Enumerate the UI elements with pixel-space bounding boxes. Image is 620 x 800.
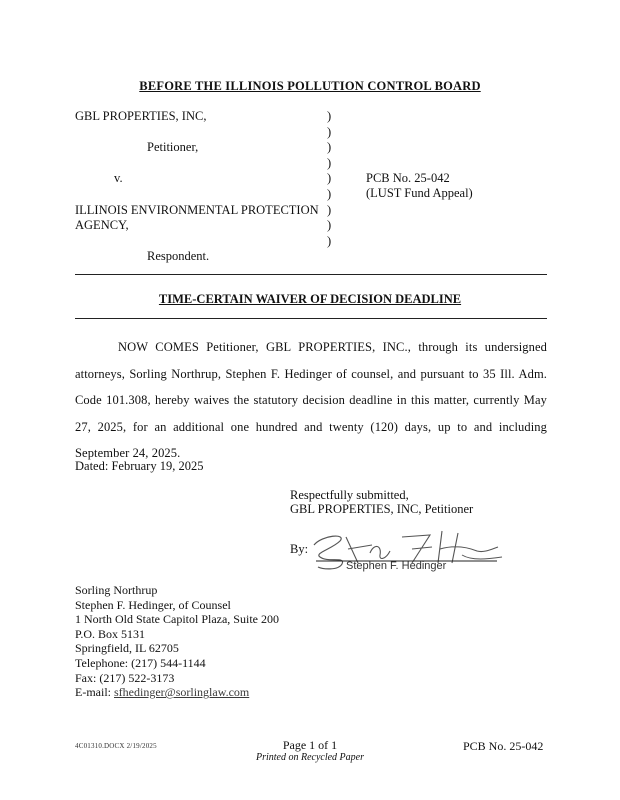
petitioner-name: GBL PROPERTIES, INC, [75,109,207,123]
caption-parenthesis: ) [327,124,332,139]
caption-parenthesis: ) [327,109,332,123]
versus-label: v. [114,171,123,185]
caption-parenthesis: ) [327,218,332,233]
footer-case-number: PCB No. 25-042 [463,739,544,753]
title-divider [75,318,547,319]
section-title: TIME-CERTAIN WAIVER OF DECISION DEADLINE [158,292,462,306]
respondent-name-line1: ILLINOIS ENVIRONMENTAL PROTECTION [75,203,319,217]
address-line2: P.O. Box 5131 [75,626,146,641]
footer-page-number: Page 1 of 1 [282,738,338,752]
email-line [75,685,279,700]
dated-line: Dated: February 19, 2025 [75,459,204,473]
by-label: By: [290,542,309,556]
firm-name: Sorling Northrup [75,583,158,597]
respondent-role: Respondent. [147,249,210,263]
caption-parenthesis: ) [327,186,332,201]
email-label: E-mail: [75,685,111,700]
case-type: (LUST Fund Appeal) [366,186,473,200]
signature-image [262,523,512,578]
fax-line: Fax: (217) 522-3173 [75,670,175,685]
caption-parenthesis: ) [327,171,332,186]
footer-doc-id: 4C01310.DOCX 2/19/2025 [75,742,157,750]
board-title: BEFORE THE ILLINOIS POLLUTION CONTROL BOARD [139,79,481,93]
caption-parenthesis: ) [327,155,332,170]
caption-parenthesis: ) [327,233,332,248]
caption-divider [75,274,547,275]
footer-recycled-note: Printed on Recycled Paper [255,752,364,763]
attorney-name: Stephen F. Hedinger, of Counsel [75,597,231,612]
case-number: PCB No. 25-042 [366,171,450,185]
caption-parenthesis: ) [327,140,332,155]
telephone-line: Telephone: (217) 544-1144 [75,655,206,670]
signer-name: Stephen F. Hedinger [346,560,447,572]
respondent-name-line2: AGENCY, [75,218,129,232]
attorney-block [75,583,279,700]
waiver-paragraph: NOW COMES Petitioner, GBL PROPERTIES, INC., through its undersigned attorneys, Sorling Northrup, Stephen F. Hedinger of counsel, and pursuant to 35 Ill. Adm. Code 101.308, hereby waives the statutory decision deadline in this matter, currently May 27, 2025, for an additional one hundred and twenty (120) days, up to and including September 24, 2025. [75,340,547,460]
petitioner-role: Petitioner, [147,140,199,154]
caption-parenthesis: ) [327,202,332,217]
closing-line: Respectfully submitted, [290,488,409,502]
party-line: GBL PROPERTIES, INC, Petitioner [290,502,474,516]
caption-parenthesis-column [327,109,331,249]
email-link[interactable]: sfhedinger@sorlinglaw.com [114,685,250,700]
address-line1: 1 North Old State Capitol Plaza, Suite 200 [75,612,279,627]
city-line: Springfield, IL 62705 [75,641,179,656]
